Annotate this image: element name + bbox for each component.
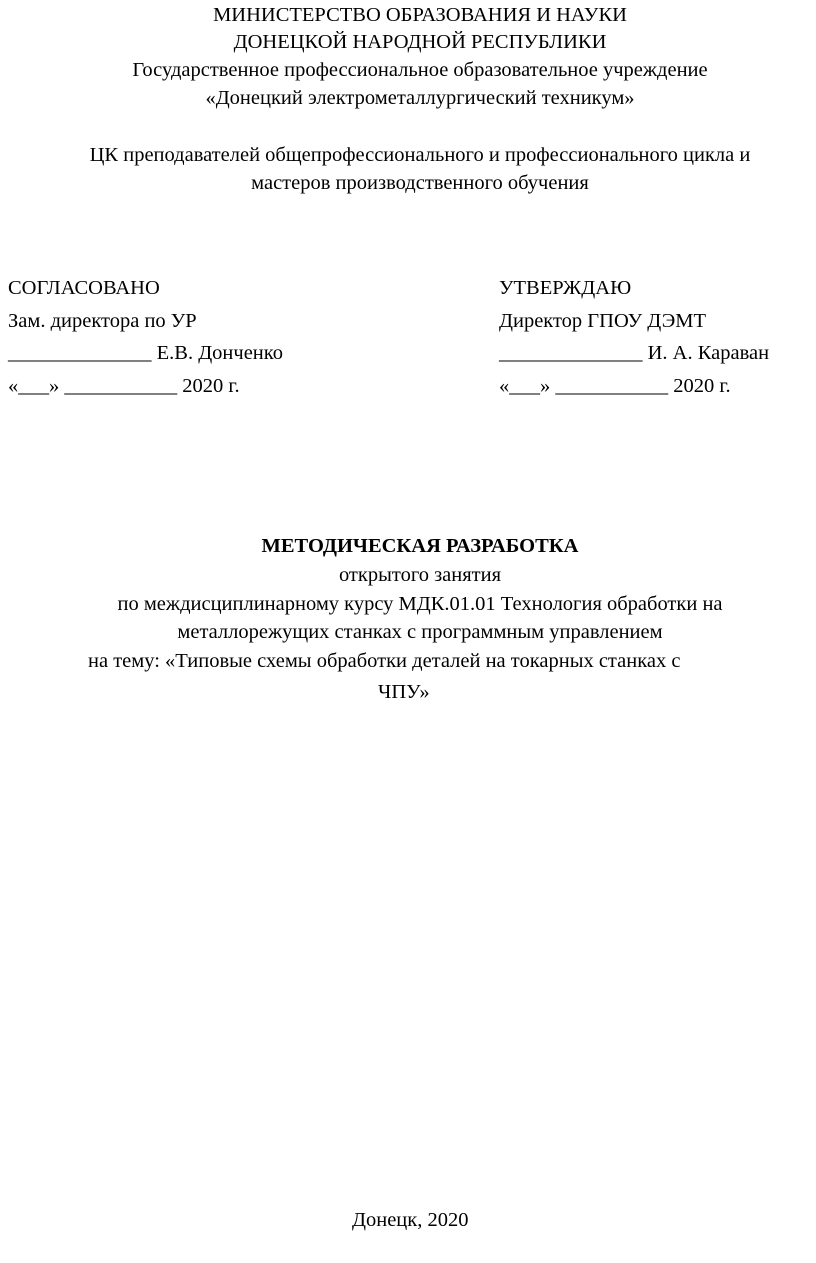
topic-line-2: ЧПУ» — [378, 681, 430, 703]
approval-left-position: Зам. директора по УР — [8, 310, 197, 332]
institution-line-2: «Донецкий электрометаллургический техникум» — [205, 87, 635, 109]
course-line-2: металлорежущих станках с программным управлением — [177, 621, 663, 643]
approval-left-signature: ______________ Е.В. Донченко — [8, 342, 283, 364]
approval-right-date: «___» ___________ 2020 г. — [499, 375, 731, 397]
approval-right-position: Директор ГПОУ ДЭМТ — [499, 310, 707, 332]
ministry-line-1: МИНИСТЕРСТВО ОБРАЗОВАНИЯ И НАУКИ — [213, 4, 627, 26]
ministry-line-2: ДОНЕЦКОЙ НАРОДНОЙ РЕСПУБЛИКИ — [233, 31, 607, 53]
commission-line-2: мастеров производственного обучения — [251, 172, 589, 194]
approval-right-signature: ______________ И. А. Караван — [499, 342, 770, 364]
commission-line-1: ЦК преподавателей общепрофессионального и профессионального цикла и — [89, 144, 751, 166]
approval-right-heading: УТВЕРЖДАЮ — [499, 277, 632, 299]
document-subtitle: открытого занятия — [338, 564, 502, 586]
institution-line-1: Государственное профессиональное образовательное учреждение — [132, 59, 708, 81]
topic-line-1: на тему: «Типовые схемы обработки деталей на токарных станках с — [88, 650, 681, 672]
course-line-1: по междисциплинарному курсу МДК.01.01 Технология обработки на — [117, 593, 723, 615]
approval-left-heading: СОГЛАСОВАНО — [8, 277, 160, 299]
document-title: МЕТОДИЧЕСКАЯ РАЗРАБОТКА — [261, 535, 579, 557]
place-and-year: Донецк, 2020 — [352, 1209, 469, 1231]
approval-left-date: «___» ___________ 2020 г. — [8, 375, 240, 397]
